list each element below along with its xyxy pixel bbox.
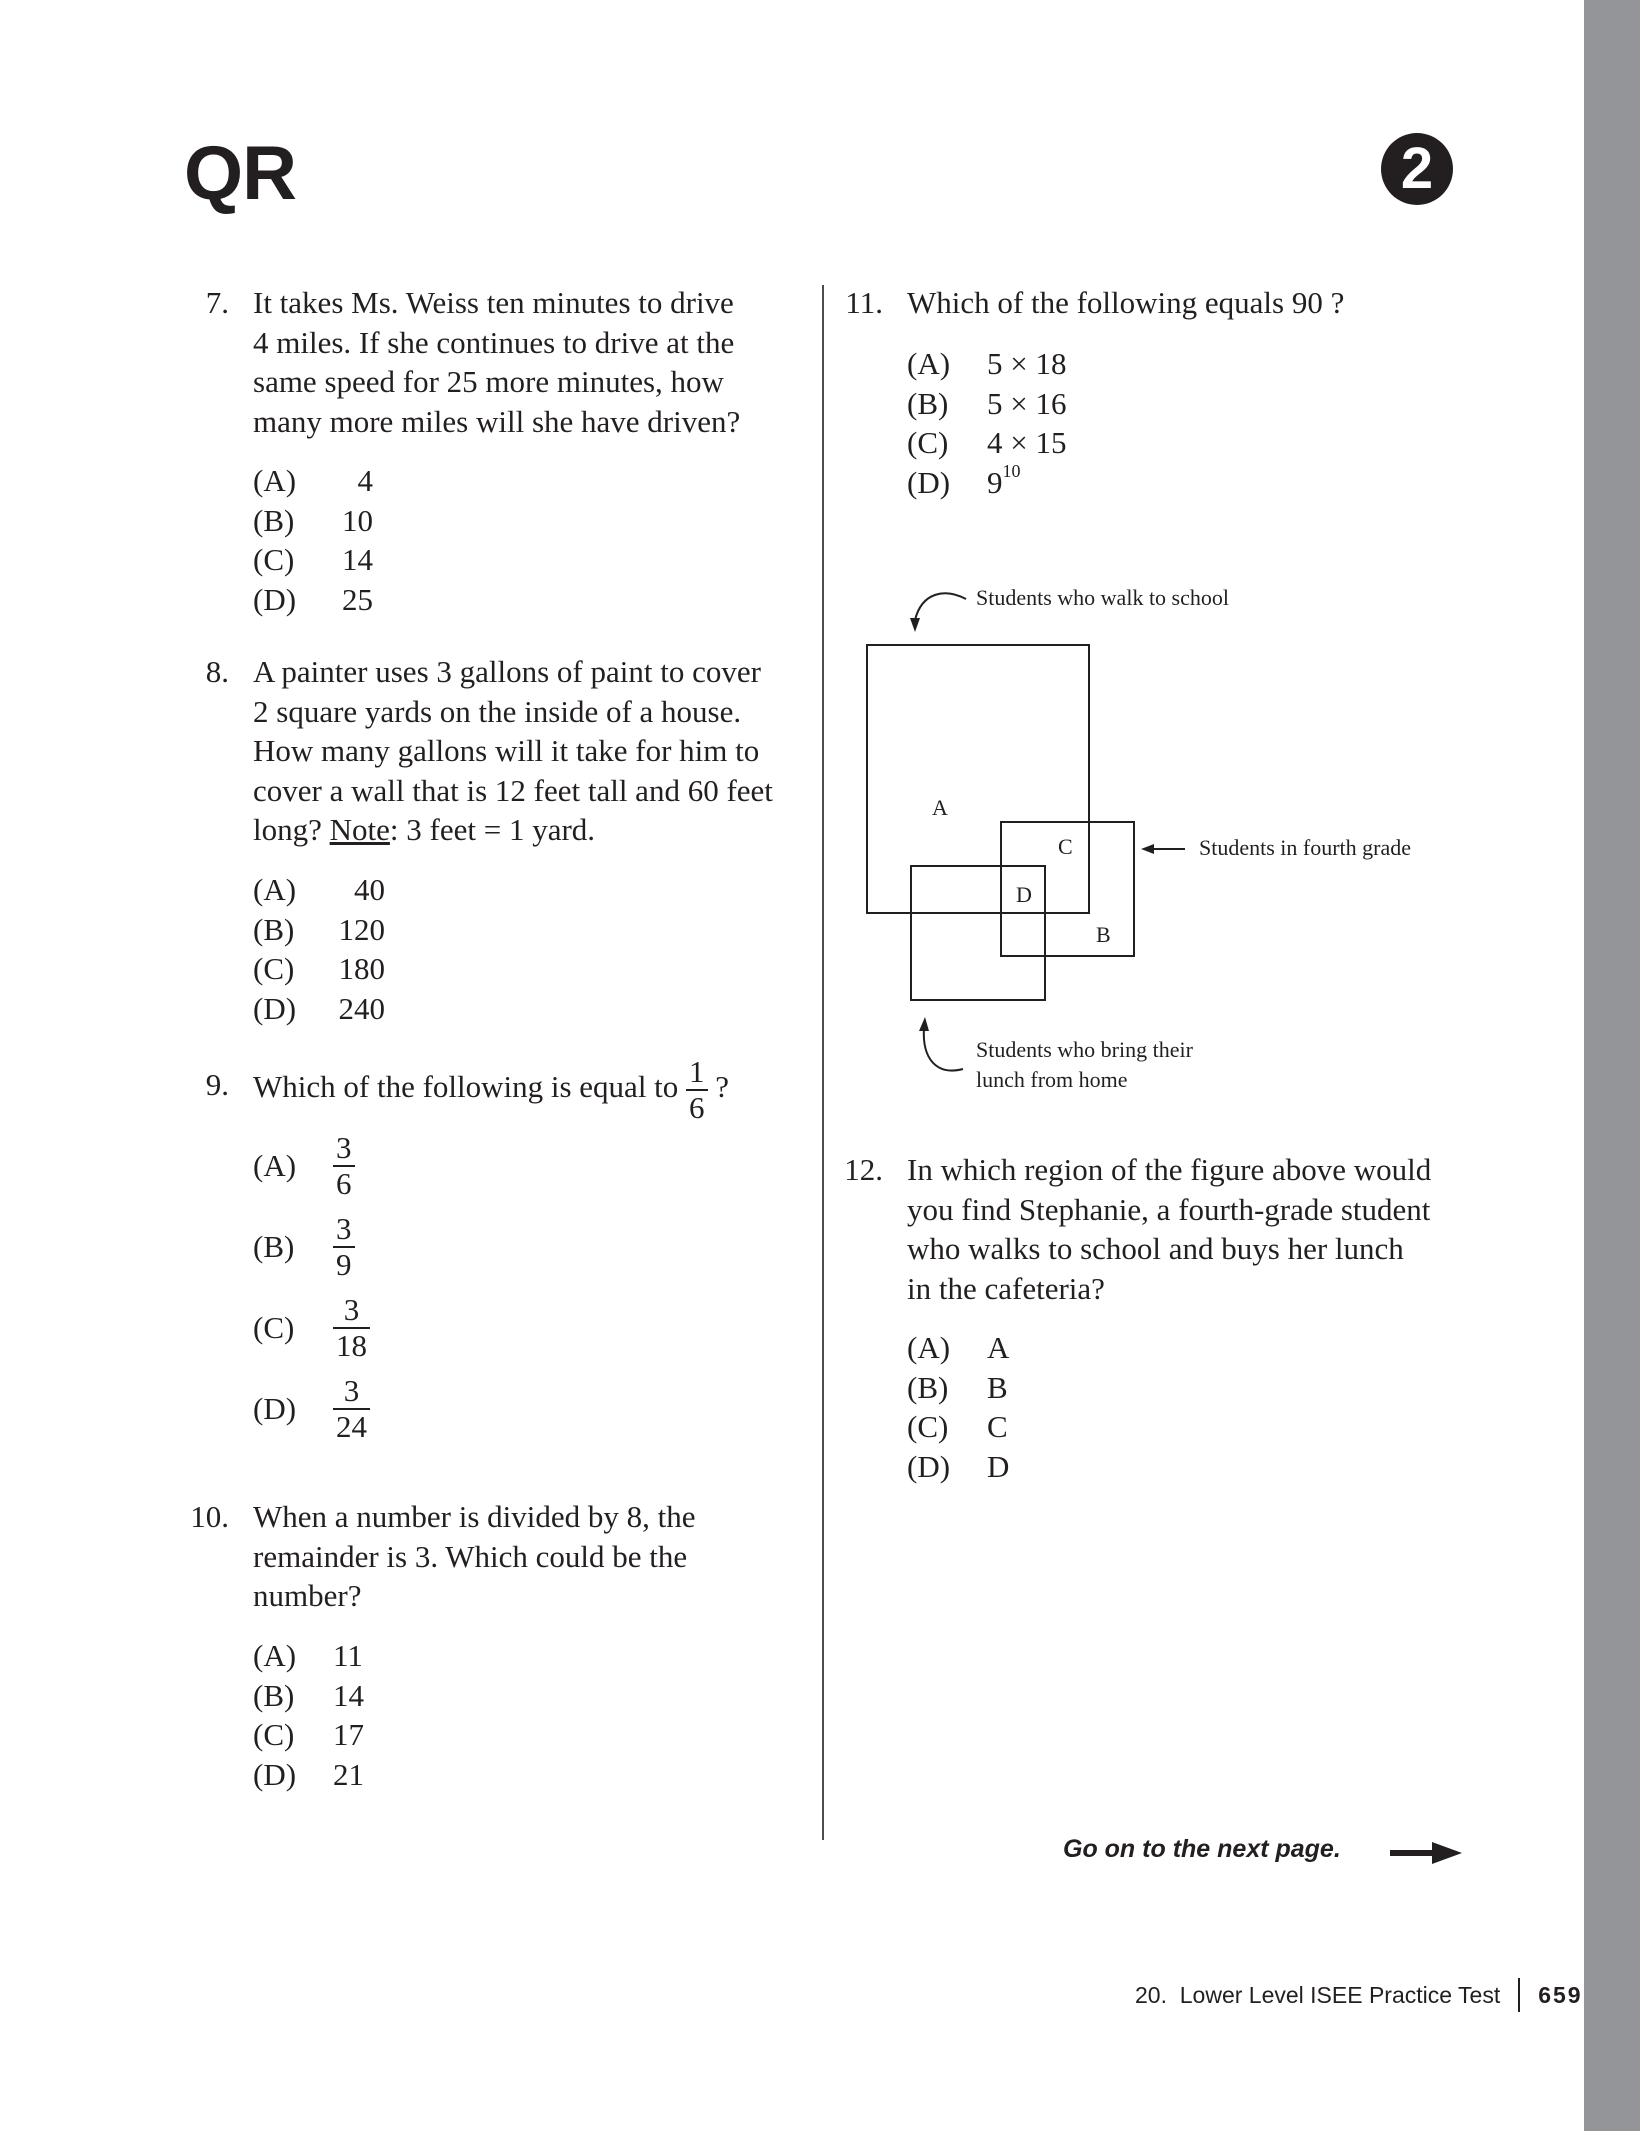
- stem-line: number?: [253, 1578, 362, 1613]
- question-number: 11.: [845, 285, 883, 320]
- stem-text: : 3 feet = 1 yard.: [389, 812, 596, 847]
- choice-value: 10: [342, 502, 373, 538]
- section-title: QR: [184, 131, 296, 216]
- choice-label: (D): [253, 1390, 297, 1426]
- go-to-next-page-text: Go on to the next page.: [1063, 1835, 1341, 1863]
- fraction: [333, 1212, 355, 1282]
- stem-line: cover a wall that is 12 feet tall and 60 feet: [253, 772, 773, 808]
- answer-choices: [907, 344, 1066, 502]
- region-label-a: A: [932, 795, 948, 820]
- choice-label: (B): [253, 1677, 295, 1713]
- fraction: [333, 1131, 355, 1201]
- set-label-lunch-line1: Students who bring their: [976, 1037, 1193, 1062]
- choice-d[interactable]: [253, 580, 373, 620]
- choice-c[interactable]: [253, 540, 373, 580]
- choice-value: 240: [338, 990, 385, 1026]
- choice-value: 120: [338, 911, 385, 947]
- question-number: 10.: [190, 1499, 229, 1534]
- choice-value: 25: [342, 581, 373, 617]
- exponent-base: 9: [987, 464, 1003, 500]
- choice-b[interactable]: [907, 384, 1066, 424]
- choice-value: D: [987, 1448, 1010, 1484]
- choice-d[interactable]: [907, 1447, 1027, 1487]
- set-label-fourth-grade: Students in fourth grade: [1199, 835, 1412, 860]
- choice-label: (C): [253, 1309, 295, 1345]
- choice-value: 4: [357, 463, 373, 498]
- choice-value: 180: [338, 951, 385, 986]
- stem-line: When a number is divided by 8, the: [253, 1499, 696, 1534]
- choice-label: (C): [907, 1409, 949, 1444]
- choice-label: (A): [253, 463, 297, 498]
- choice-value: 11: [333, 1638, 363, 1673]
- choice-label: (A): [253, 1147, 297, 1183]
- stem-line: same speed for 25 more minutes, how: [253, 364, 724, 399]
- choice-d[interactable]: [253, 989, 385, 1029]
- denominator: 24: [333, 1408, 370, 1444]
- stem-text: long?: [253, 812, 330, 847]
- answer-choices: [253, 461, 373, 619]
- choice-label: (D): [253, 1756, 297, 1792]
- choice-label: (B): [907, 1369, 949, 1405]
- stem-line: you find Stephanie, a fourth-grade student: [907, 1191, 1431, 1227]
- question-number: 7.: [205, 285, 229, 320]
- choice-value: 17: [333, 1717, 364, 1752]
- curved-arrow-icon: [924, 1028, 963, 1071]
- numerator: 3: [336, 1129, 352, 1165]
- denominator: 18: [333, 1327, 370, 1363]
- note-label: Note: [329, 812, 390, 847]
- running-footer: [1135, 1978, 1583, 2012]
- stem-line: [253, 810, 773, 850]
- question-stem: [253, 1497, 696, 1616]
- numerator: 1: [689, 1054, 705, 1089]
- question-number: 8.: [205, 654, 229, 689]
- choice-a[interactable]: [907, 344, 1066, 384]
- question-stem: [907, 283, 1344, 323]
- stem-line: who walks to school and buys her lunch: [907, 1231, 1404, 1266]
- choice-c[interactable]: [253, 1715, 373, 1755]
- denominator: 6: [333, 1165, 355, 1201]
- fraction: [686, 1055, 708, 1125]
- choice-b[interactable]: [253, 1206, 370, 1287]
- choice-b[interactable]: [253, 910, 385, 950]
- choice-label: (A): [253, 872, 297, 907]
- section-number-badge: 2: [1381, 133, 1453, 205]
- question-stem: [253, 652, 773, 850]
- choice-label: (C): [253, 951, 295, 986]
- arrow-right-icon: [1390, 1842, 1462, 1864]
- choice-label: (C): [253, 1717, 295, 1752]
- region-label-b: B: [1096, 922, 1111, 947]
- choice-a[interactable]: [253, 1636, 373, 1676]
- region-label-d: D: [1016, 882, 1032, 907]
- question-stem: [253, 1055, 729, 1125]
- choice-b[interactable]: [907, 1368, 1027, 1408]
- choice-value: 21: [333, 1756, 364, 1792]
- stem-line: In which region of the figure above would: [907, 1152, 1432, 1187]
- choice-value: 14: [333, 1677, 364, 1713]
- choice-value: A: [987, 1330, 1010, 1365]
- arrowhead-left-icon: [1141, 844, 1154, 854]
- stem-line: remainder is 3. Which could be the: [253, 1538, 688, 1574]
- question-stem: [907, 1150, 1431, 1308]
- choice-d[interactable]: [253, 1368, 370, 1449]
- choice-label: (B): [253, 502, 295, 538]
- choice-d[interactable]: [253, 1755, 373, 1795]
- footer-separator: [1518, 1978, 1520, 2012]
- choice-value: [987, 463, 1027, 503]
- stem-line: in the cafeteria?: [907, 1270, 1105, 1306]
- curved-arrow-icon: [915, 593, 966, 620]
- choice-label: (D): [907, 464, 951, 500]
- choice-d[interactable]: [907, 463, 1066, 503]
- choice-a[interactable]: [253, 1125, 370, 1206]
- stem-line: 2 square yards on the inside of a house.: [253, 693, 742, 729]
- stem-text: Which of the following is equal to: [253, 1069, 679, 1105]
- choice-value: B: [987, 1369, 1008, 1405]
- fraction: [333, 1293, 370, 1363]
- choice-label: (A): [907, 346, 951, 381]
- chapter-title: 20. Lower Level ISEE Practice Test: [1135, 1982, 1501, 2008]
- choice-a[interactable]: [253, 870, 385, 910]
- choice-value: 14: [342, 542, 373, 577]
- venn-diagram: [840, 580, 1460, 1100]
- choice-label: (B): [253, 1228, 295, 1264]
- set-label-lunch-line2: lunch from home: [976, 1067, 1128, 1092]
- choice-label: (D): [253, 581, 297, 617]
- region-label-c: C: [1058, 834, 1073, 859]
- page-edge-tab: [1584, 0, 1640, 2131]
- stem-line: 4 miles. If she continues to drive at the: [253, 324, 735, 360]
- stem-line: How many gallons will it take for him to: [253, 733, 760, 768]
- answer-choices: [253, 1636, 373, 1794]
- answer-choices: [253, 1125, 370, 1449]
- choice-c[interactable]: [253, 949, 385, 989]
- choice-b[interactable]: [253, 1676, 373, 1716]
- answer-choices: [907, 1328, 1027, 1486]
- choice-label: (D): [907, 1448, 951, 1484]
- choice-value: 5 × 16: [987, 385, 1067, 421]
- question-number: 9.: [205, 1067, 229, 1102]
- stem-line: many more miles will she have driven?: [253, 403, 741, 439]
- arrowhead-up-icon: [919, 1017, 929, 1031]
- stem-line: It takes Ms. Weiss ten minutes to drive: [253, 285, 734, 320]
- numerator: 3: [343, 1291, 360, 1327]
- column-divider: [822, 285, 824, 1840]
- choice-label: (C): [253, 542, 295, 577]
- answer-choices: [253, 870, 385, 1028]
- fraction: [333, 1374, 370, 1444]
- choice-label: (A): [253, 1638, 297, 1673]
- exponent: 10: [1002, 461, 1021, 482]
- denominator: 9: [333, 1246, 355, 1282]
- stem-text: ?: [715, 1069, 730, 1105]
- numerator: 3: [336, 1210, 352, 1246]
- choice-b[interactable]: [253, 501, 373, 541]
- stem-line: A painter uses 3 gallons of paint to cover: [253, 654, 761, 689]
- question-number: 12.: [844, 1152, 883, 1187]
- choice-c[interactable]: [907, 423, 1066, 463]
- choice-label: (B): [253, 911, 295, 947]
- choice-c[interactable]: [253, 1287, 370, 1368]
- choice-label: (C): [907, 425, 949, 460]
- choice-label: (B): [907, 385, 949, 421]
- denominator: 6: [686, 1089, 708, 1125]
- choice-value: 40: [354, 872, 385, 907]
- choice-label: (D): [253, 990, 297, 1026]
- stem-line: Which of the following equals 90 ?: [907, 285, 1345, 320]
- set-label-walk: Students who walk to school: [976, 585, 1229, 610]
- choice-c[interactable]: [907, 1407, 1027, 1447]
- numerator: 3: [343, 1372, 360, 1408]
- choice-a[interactable]: [253, 461, 373, 501]
- choice-value: 5 × 18: [987, 346, 1067, 381]
- choice-value: C: [987, 1409, 1008, 1444]
- walk-to-school-set: [867, 645, 1089, 913]
- choice-value: 4 × 15: [987, 425, 1067, 460]
- question-stem: [253, 283, 740, 441]
- arrowhead-down-icon: [910, 618, 920, 632]
- page-number: 659: [1538, 1982, 1583, 2008]
- choice-label: (A): [907, 1330, 951, 1365]
- choice-a[interactable]: [907, 1328, 1027, 1368]
